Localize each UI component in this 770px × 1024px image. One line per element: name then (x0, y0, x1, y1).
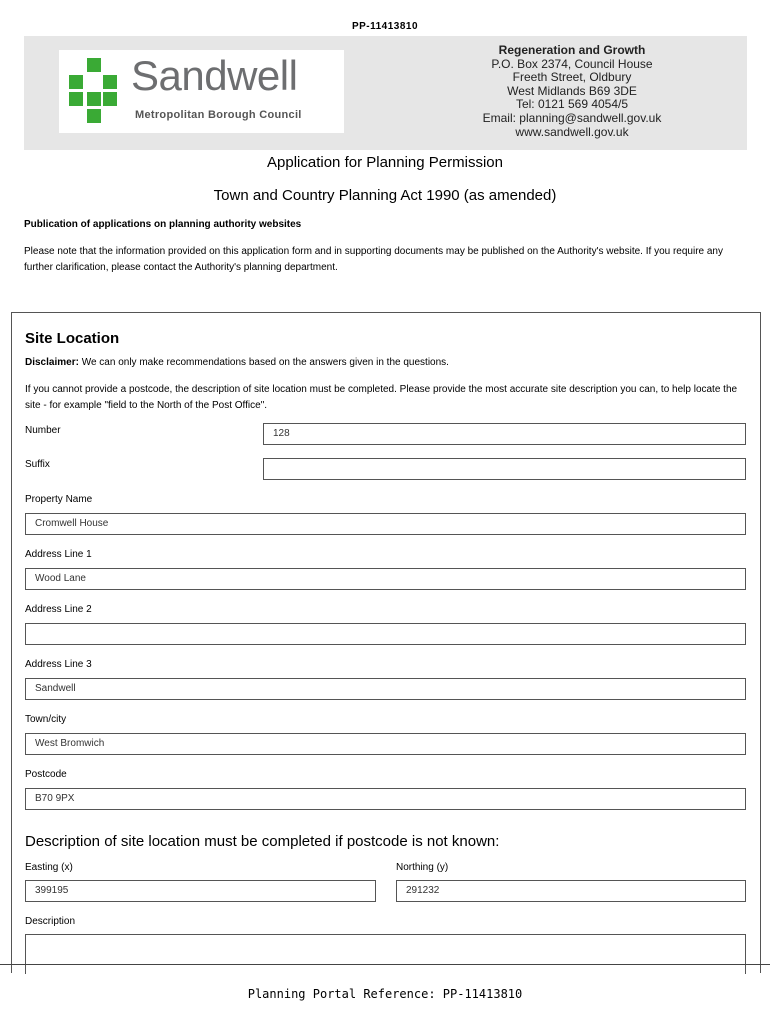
suffix-label: Suffix (25, 459, 50, 470)
logo-subtitle: Metropolitan Borough Council (135, 109, 302, 121)
contact-department: Regeneration and Growth (498, 43, 646, 57)
description-section-heading: Description of site location must be completed if postcode is not known: (25, 833, 500, 850)
disclaimer (25, 357, 449, 368)
reference-number-top: PP-11413810 (351, 21, 419, 32)
header-band (24, 36, 747, 150)
description-label: Description (25, 916, 76, 927)
disclaimer-label: Disclaimer: (25, 357, 79, 368)
suffix-field[interactable] (263, 458, 746, 480)
publication-heading: Publication of applications on planning authority websites (24, 219, 302, 230)
sandwell-logo-icon (69, 58, 123, 124)
site-location-help-text: If you cannot provide a postcode, the description of site location must be completed. Please provide the most accurate site description you can, to help locate the site - for example "field to the North of the Post Office". (25, 384, 738, 411)
publication-notice: Please note that the information provided on this application form and in supporting documents may be published on the Authority's website. If you require any further clarification, please contact the Authority's planning department. (24, 246, 723, 273)
description-textarea[interactable] (25, 934, 746, 974)
property-name-label: Property Name (25, 494, 93, 505)
address-line-3-field[interactable]: Sandwell (25, 678, 746, 700)
disclaimer-text: We can only make recommendations based on the answers given in the questions. (78, 357, 449, 368)
council-logo (59, 50, 344, 133)
site-location-panel (11, 312, 761, 973)
address-line-1-label: Address Line 1 (25, 549, 92, 560)
easting-label: Easting (x) (25, 862, 73, 873)
number-field[interactable]: 128 (263, 423, 746, 445)
contact-email: Email: planning@sandwell.gov.uk (482, 110, 662, 125)
document-title: Application for Planning Permission (267, 154, 503, 171)
town-city-label: Town/city (25, 714, 67, 725)
contact-website: www.sandwell.gov.uk (515, 124, 629, 139)
address-line-2-field[interactable] (25, 623, 746, 645)
section-title: Site Location (25, 330, 120, 347)
document-subtitle: Town and Country Planning Act 1990 (as amended) (213, 187, 557, 204)
easting-field[interactable]: 399195 (25, 880, 376, 902)
postcode-field[interactable]: B70 9PX (25, 788, 746, 810)
logo-wordmark: Sandwell (131, 52, 298, 99)
contact-address-line: P.O. Box 2374, Council House (491, 56, 653, 71)
town-city-field[interactable]: West Bromwich (25, 733, 746, 755)
address-line-2-label: Address Line 2 (25, 604, 92, 615)
number-label: Number (25, 425, 61, 436)
northing-label: Northing (y) (396, 862, 449, 873)
property-name-field[interactable]: Cromwell House (25, 513, 746, 535)
postcode-label: Postcode (25, 769, 67, 780)
northing-field[interactable]: 291232 (396, 880, 746, 902)
address-line-1-field[interactable]: Wood Lane (25, 568, 746, 590)
council-contact-block (452, 44, 692, 139)
page-divider (0, 964, 770, 965)
contact-address-line: Freeth Street, Oldbury (512, 70, 632, 85)
footer-reference: Planning Portal Reference: PP-11413810 (247, 987, 523, 1001)
address-line-3-label: Address Line 3 (25, 659, 92, 670)
contact-telephone: Tel: 0121 569 4054/5 (515, 97, 629, 112)
contact-address-line: West Midlands B69 3DE (507, 83, 637, 98)
